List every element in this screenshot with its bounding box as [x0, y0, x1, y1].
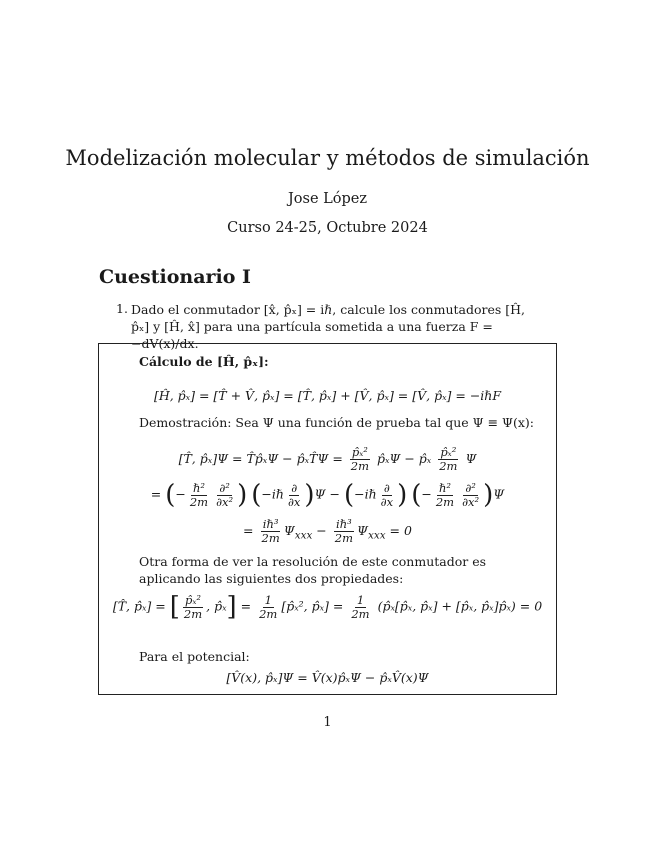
eq2c-suffix: = 0	[389, 523, 412, 538]
fraction-p2-2m-b: $\frac{\text{p̂ₓ²}}{2m}$	[439, 445, 458, 473]
equation-potential-commutator: [V̂(x), p̂ₓ]Ψ = V̂(x)p̂ₓΨ − p̂ₓV̂(x)Ψ	[226, 670, 429, 685]
eq2a-left: [T̂, p̂ₓ]Ψ = T̂p̂ₓΨ − p̂ₓT̂Ψ =	[178, 451, 343, 466]
equation-kinetic-commutator-line3: = $\frac{\text{iℏ³}}{2m}$ $\Psi_{xxx}$ − $\frac{\text{iℏ³}}{2m}$ $\Psi_{xxx} = 0$	[243, 517, 412, 545]
demonstration-text: Demostración: Sea Ψ una función de prueba tal que Ψ ≡ Ψ(x):	[139, 415, 535, 430]
other-method-text: Otra forma de ver la resolución de este conmutador es aplicando las siguientes dos propiedades:	[139, 554, 487, 586]
course-date: Curso 24-25, Octubre 2024	[227, 220, 428, 236]
equation-properties: [T̂, p̂ₓ] = [ $\frac{\text{p̂ₓ²}}{2m}$ , p̂ₓ] = $\frac{1}{2m}$ [p̂ₓ², p̂ₓ] = $\frac{1}{2m}$ (p̂ₓ[p̂ₓ, p̂ₓ] + [p̂ₓ, p̂ₓ]p̂ₓ) = 0	[112, 592, 543, 622]
equation-commutator-h-p: [Ĥ, p̂ₓ] = [T̂ + V̂, p̂ₓ] = [T̂, p̂ₓ] + [V̂, p̂ₓ] = [V̂, p̂ₓ] = −iℏF	[153, 388, 502, 403]
eq2b-prefix: =	[150, 486, 162, 502]
section-title: Cuestionario I	[99, 266, 251, 288]
eq3-right: (p̂ₓ[p̂ₓ, p̂ₓ] + [p̂ₓ, p̂ₓ]p̂ₓ) = 0	[377, 598, 543, 614]
equation-kinetic-commutator-line1: [T̂, p̂ₓ]Ψ = T̂p̂ₓΨ − p̂ₓT̂Ψ = $\frac{\text{p̂ₓ²}}{2m}$ p̂ₓΨ − p̂ₓ $\frac{\text{p̂ₓ²}}{2m}$ Ψ	[178, 445, 477, 473]
fraction-p2-2m: $\frac{\text{p̂ₓ²}}{2m}$	[350, 445, 370, 473]
box-heading: Cálculo de [Ĥ, p̂ₓ]:	[139, 354, 269, 369]
potential-label: Para el potencial:	[139, 649, 250, 664]
eq3-left: [T̂, p̂ₓ] =	[112, 598, 166, 614]
question-number: 1.	[116, 301, 128, 316]
eq2c-prefix: =	[243, 523, 254, 538]
question-text: Dado el conmutador [x̂, p̂ₓ] = iℏ, calcule los conmutadores [Ĥ, p̂ₓ] y [Ĥ, x̂] para una partícula sometida a una fuerza F = −dV(x)/dx.	[131, 302, 526, 351]
page-number: 1	[323, 715, 332, 730]
author: Jose López	[287, 191, 368, 207]
document-title: Modelización molecular y métodos de simulación	[65, 146, 590, 170]
equation-kinetic-commutator-line2: = (− $\frac{\text{ℏ²}}{2m}$ $\frac{\text{∂²}}{\text{∂x²}}$ ) (−iℏ $\frac{\partial}{\partial x}$ )Ψ − (−iℏ $\frac{\partial}{\partial x}$ ) (− $\frac{\text{ℏ²}}{2m}$ $\frac{\text{∂²}}{\text{∂x²}}$ )Ψ	[150, 480, 505, 510]
